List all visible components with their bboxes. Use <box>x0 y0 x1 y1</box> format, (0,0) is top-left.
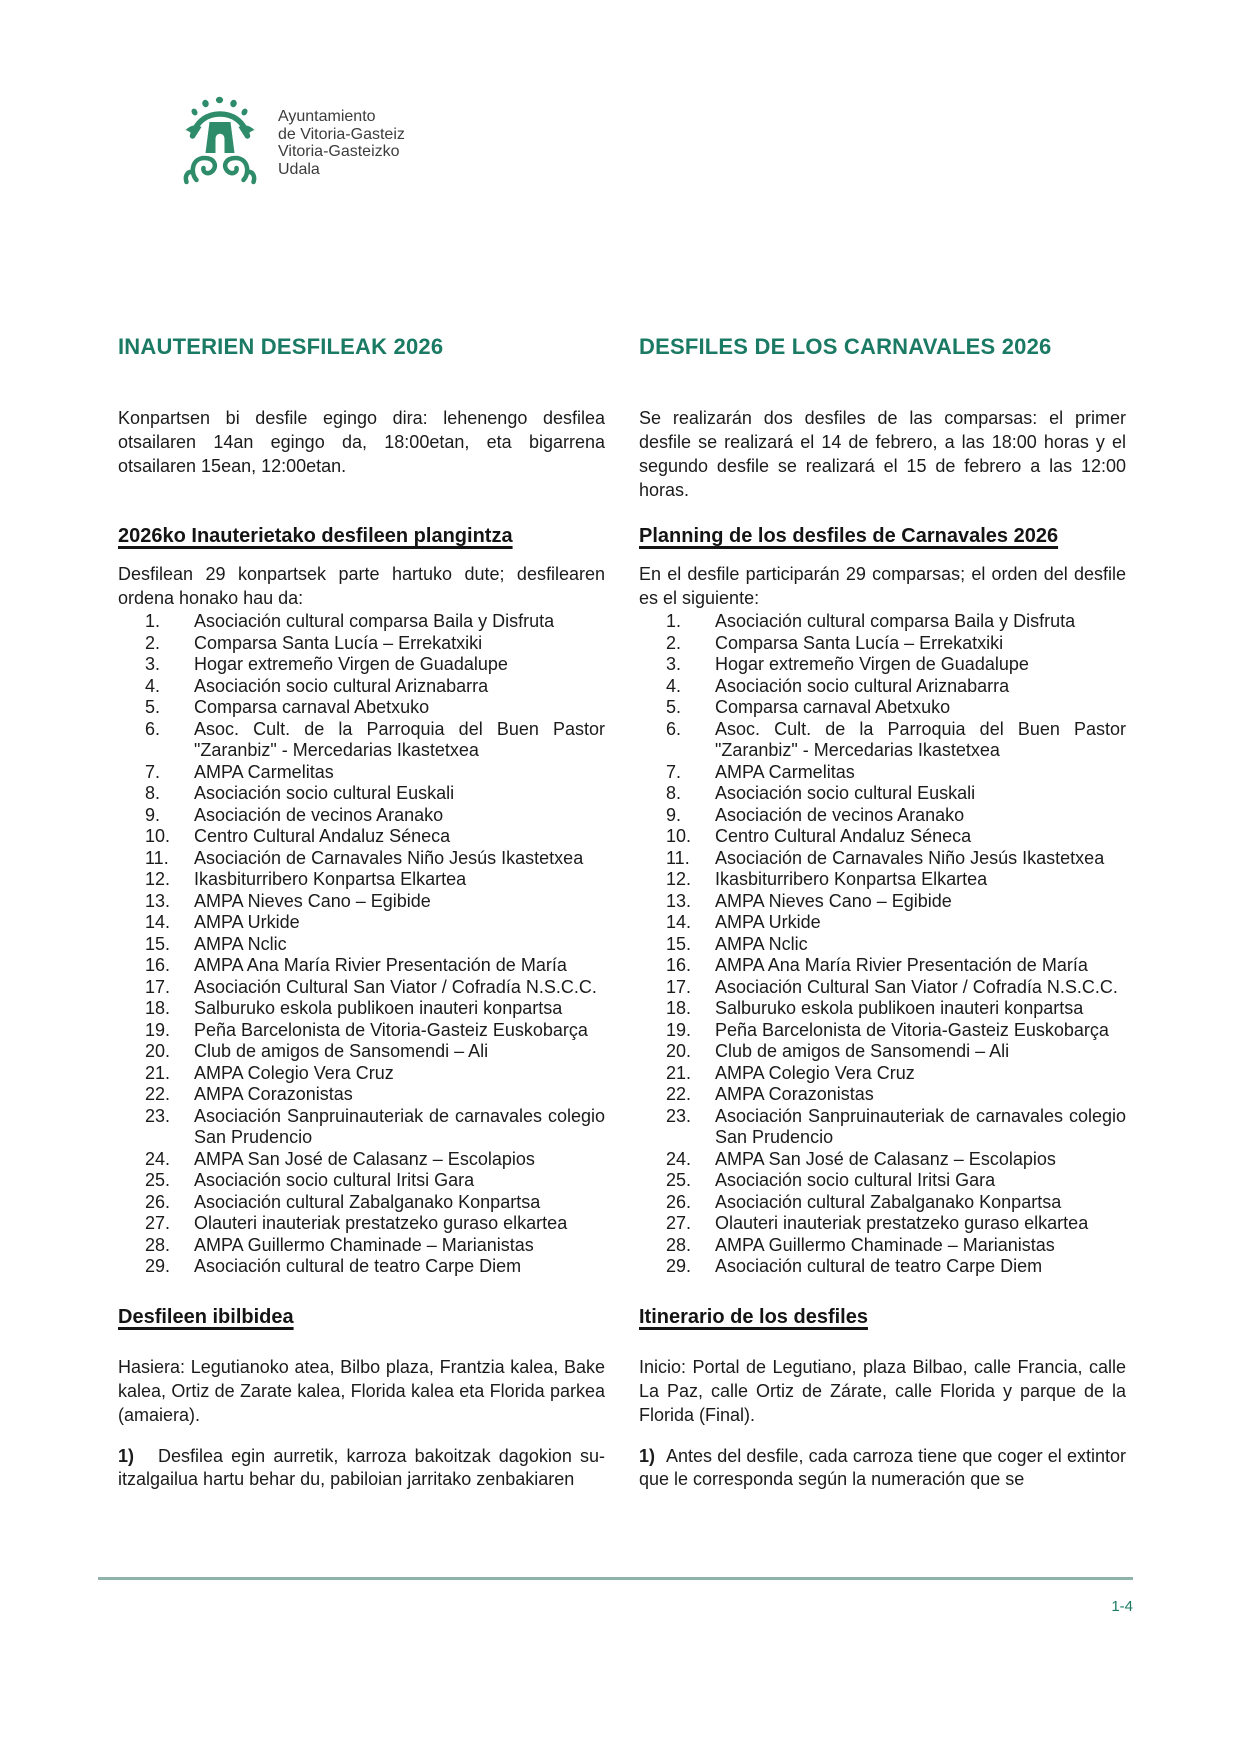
participant-item: Centro Cultural Andaluz Séneca <box>715 826 972 846</box>
logo-line-3: Vitoria-Gasteizko <box>278 143 400 160</box>
participant-item: Asociación socio cultural Ariznabarra <box>194 675 489 696</box>
participant-item: Asociación Sanpruinauteriak de carnavales colegio San Prudencio <box>194 1105 605 1147</box>
participant-item: Comparsa Santa Lucía – Errekatxiki <box>715 632 1004 653</box>
participant-item: Asociación socio cultural Euskali <box>715 783 976 803</box>
participant-item: AMPA Guillermo Chaminade – Marianistas <box>715 1234 1055 1255</box>
participant-item: AMPA San José de Calasanz – Escolapios <box>715 1148 1056 1169</box>
participant-item: AMPA San José de Calasanz – Escolapios <box>194 1148 535 1169</box>
participant-item: Peña Barcelonista de Vitoria-Gasteiz Euskobarça <box>715 1019 1109 1040</box>
logo-line-1: Ayuntamiento <box>278 108 376 125</box>
planning-heading-es: Planning de los desfiles de Carnavales 2026 <box>639 525 1059 547</box>
logo-line-2: de Vitoria-Gasteiz <box>278 125 405 143</box>
participant-item: Asoc. Cult. de la Parroquia del Buen Pastor "Zaranbiz" - Mercedarias Ikastetxea <box>194 718 605 760</box>
participant-item: AMPA Corazonistas <box>194 1084 353 1104</box>
title-eu: INAUTERIEN DESFILEAK 2026 <box>118 334 444 359</box>
participant-item: AMPA Nclic <box>715 933 808 954</box>
planning-intro-eu: Desfilean 29 konpartsek parte hartuko dute; desfilearen ordena honako hau da: <box>118 564 605 608</box>
note-paragraph-eu <box>118 1445 605 1491</box>
route-heading-es: Itinerario de los desfiles <box>639 1305 868 1328</box>
participant-item: Ikasbiturribero Konpartsa Elkartea <box>715 869 988 889</box>
participant-item: Asociación de vecinos Aranako <box>194 804 444 825</box>
logo-wordmark <box>278 108 405 178</box>
title-es: DESFILES DE LOS CARNAVALES 2026 <box>639 334 1052 359</box>
participant-item: Asociación de Carnavales Niño Jesús Ikastetxea <box>194 847 584 868</box>
planning-intro-es: En el desfile participarán 29 comparsas; el orden del desfile es el siguiente: <box>639 564 1126 608</box>
participant-item: Club de amigos de Sansomendi – Ali <box>715 1041 1010 1061</box>
participant-item: Asociación cultural de teatro Carpe Diem <box>194 1256 522 1276</box>
participant-item: Asociación Cultural San Viator / Cofradía N.S.C.C. <box>715 976 1118 997</box>
participant-item: AMPA Corazonistas <box>715 1084 874 1104</box>
route-heading-eu: Desfileen ibilbidea <box>118 1305 294 1328</box>
participant-item: AMPA Guillermo Chaminade – Marianistas <box>194 1234 534 1255</box>
intro-paragraph-eu: Konpartsen bi desfile egingo dira: lehenengo desfilea otsailaren 14an egingo da, 18:00etan, eta bigarrena otsailaren 15ean, 12:00etan. <box>118 408 605 476</box>
participant-item: Comparsa carnaval Abetxuko <box>194 697 430 717</box>
participant-item: Asociación cultural comparsa Baila y Disfruta <box>194 611 555 631</box>
footer-divider-line <box>98 1577 1133 1580</box>
participant-item: Salburuko eskola publikoen inauteri konpartsa <box>715 998 1084 1018</box>
note-text-eu: Desfilea egin aurretik, karroza bakoitzak dagokion su-itzalgailua hartu behar du, pabiloian jarritako zenbakiaren <box>118 1445 605 1489</box>
participant-item: Asociación Cultural San Viator / Cofradía N.S.C.C. <box>194 976 597 997</box>
planning-heading-eu: 2026ko Inauterietako desfileen plangintza <box>118 525 513 547</box>
document-body <box>118 333 1126 1491</box>
route-paragraph-eu: Hasiera: Legutianoko atea, Bilbo plaza, Frantzia kalea, Bake kalea, Ortiz de Zarate kalea, Florida kalea eta Florida parkea (amaiera). <box>118 1356 605 1425</box>
participant-item: AMPA Carmelitas <box>194 761 334 782</box>
participant-item: Asociación socio cultural Iritsi Gara <box>715 1170 996 1190</box>
note-paragraph-es <box>639 1445 1126 1491</box>
participant-item: Hogar extremeño Virgen de Guadalupe <box>715 654 1029 674</box>
participant-item: Comparsa Santa Lucía – Errekatxiki <box>194 632 483 653</box>
participant-item: AMPA Urkide <box>715 912 821 932</box>
participant-item: Ikasbiturribero Konpartsa Elkartea <box>194 869 467 889</box>
participant-item: Asociación de Carnavales Niño Jesús Ikastetxea <box>715 847 1105 868</box>
participant-item: AMPA Nclic <box>194 933 287 954</box>
participant-item: Centro Cultural Andaluz Séneca <box>194 826 451 846</box>
participant-item: Asociación socio cultural Iritsi Gara <box>194 1170 475 1190</box>
participant-item: Olauteri inauteriak prestatzeko guraso elkartea <box>715 1213 1089 1233</box>
vitoria-gasteiz-emblem-icon <box>182 94 258 191</box>
participants-list-es <box>639 611 1126 1278</box>
participant-item: AMPA Ana María Rivier Presentación de María <box>715 955 1088 975</box>
participant-item: Olauteri inauteriak prestatzeko guraso elkartea <box>194 1213 568 1233</box>
participant-item: Comparsa carnaval Abetxuko <box>715 697 951 717</box>
logo-line-4: Udala <box>278 160 320 178</box>
participant-item: AMPA Ana María Rivier Presentación de María <box>194 955 567 975</box>
participant-item: AMPA Urkide <box>194 912 300 932</box>
participant-item: Asociación Sanpruinauteriak de carnavales colegio San Prudencio <box>715 1105 1126 1147</box>
participant-item: Asociación cultural comparsa Baila y Disfruta <box>715 611 1076 631</box>
participant-item: AMPA Colegio Vera Cruz <box>715 1062 915 1083</box>
participant-item: AMPA Nieves Cano – Egibide <box>194 890 431 911</box>
participant-item: Salburuko eskola publikoen inauteri konpartsa <box>194 998 563 1018</box>
participant-item: Asociación cultural Zabalganako Konpartsa <box>194 1191 541 1212</box>
participant-item: Asoc. Cult. de la Parroquia del Buen Pastor "Zaranbiz" - Mercedarias Ikastetxea <box>715 718 1126 760</box>
note-number-es: 1) <box>639 1445 656 1466</box>
note-number-eu: 1) <box>118 1445 135 1466</box>
city-council-logo <box>182 94 405 191</box>
participant-item: Asociación cultural de teatro Carpe Diem <box>715 1256 1043 1276</box>
intro-paragraph-es: Se realizarán dos desfiles de las comparsas: el primer desfile se realizará el 14 de febrero, a las 18:00 horas y el segundo desfile se realizará el 15 de febrero a las 12:00 horas. <box>639 408 1126 500</box>
route-paragraph-es: Inicio: Portal de Legutiano, plaza Bilbao, calle Francia, calle La Paz, calle Ortiz de Zárate, calle Florida y parque de la Florida (Final). <box>639 1356 1126 1425</box>
participant-item: Asociación socio cultural Ariznabarra <box>715 675 1010 696</box>
participant-item: AMPA Colegio Vera Cruz <box>194 1062 394 1083</box>
note-text-es: Antes del desfile, cada carroza tiene que coger el extintor que le corresponda según la numeración que se <box>639 1445 1126 1489</box>
participant-item: AMPA Nieves Cano – Egibide <box>715 890 952 911</box>
participant-item: Hogar extremeño Virgen de Guadalupe <box>194 654 508 674</box>
participants-list-eu <box>118 611 605 1278</box>
participant-item: Asociación cultural Zabalganako Konpartsa <box>715 1191 1062 1212</box>
participant-item: AMPA Carmelitas <box>715 761 855 782</box>
participant-item: Club de amigos de Sansomendi – Ali <box>194 1041 489 1061</box>
participant-item: Peña Barcelonista de Vitoria-Gasteiz Euskobarça <box>194 1019 588 1040</box>
page-number: 1-4 <box>1111 1598 1133 1615</box>
participant-item: Asociación de vecinos Aranako <box>715 804 965 825</box>
participant-item: Asociación socio cultural Euskali <box>194 783 455 803</box>
